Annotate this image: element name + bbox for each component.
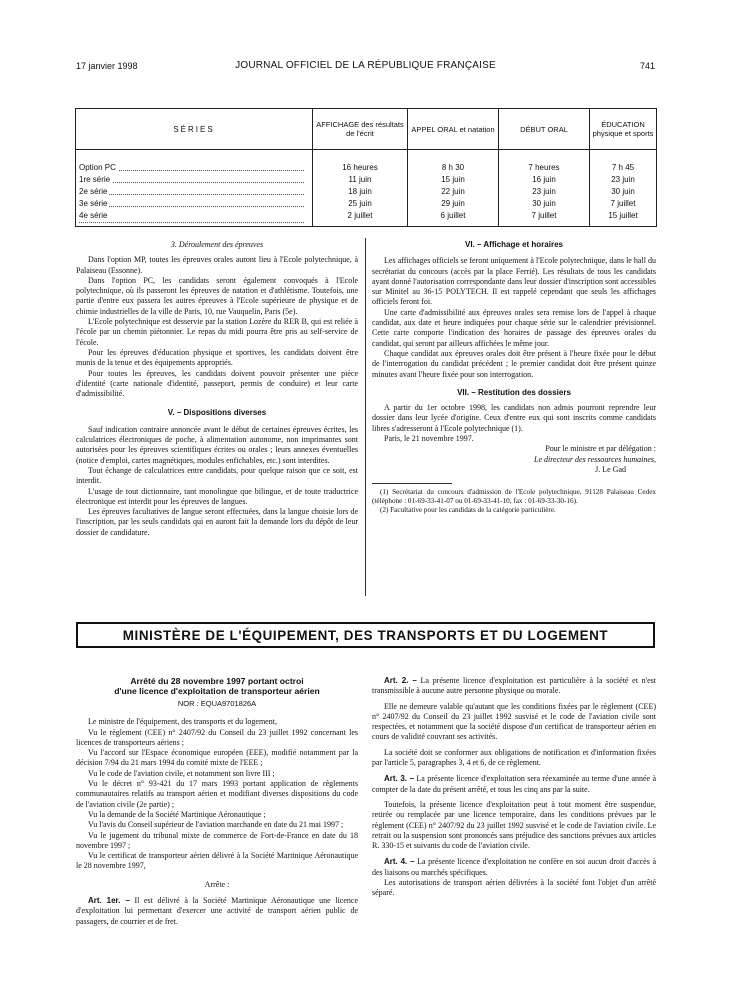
table-row: [76, 186, 657, 198]
paragraph: Pour toutes les épreuves, les candidats doivent pouvoir présenter une pièce d'identité (carte nationale d'identité, passeport, permis de conduire) et leur carte d'admissibilité.: [76, 368, 358, 399]
column-divider: [365, 238, 366, 596]
column-header: AFFICHAGE des résultats de l'écrit: [313, 109, 408, 150]
paragraph: Les affichages officiels se feront uniquement à l'Ecole polytechnique, dans le hall du secrétariat du concours (accès par la place Ferrié). Les résultats de tous les candidats ayant donné l'autorisation correspondante dans leur dossier d'inscription sont accessibles sur Minitel au 36-15 POLYTECH. Il est rappelé cependant que seuls les affichages officiels feront foi.: [372, 256, 656, 307]
article-paragraph: Art. 1er. – Il est délivré à la Société Martinique Aéronautique une licence d'exploitation lui permettant d'exercer une activité de transport aérien public de passagers, de courrier et de fret.: [76, 896, 359, 926]
paragraph: Dans l'option MP, toutes les épreuves orales auront lieu à l'Ecole polytechnique, à Palaiseau (Essonne).: [76, 255, 358, 275]
footnote: (2) Facultative pour les candidats de la catégorie particulière.: [380, 506, 556, 515]
arrete-label: Arrête :: [204, 879, 230, 889]
table-cell: 30 juin: [590, 186, 657, 198]
paragraph: Vu l'avis du Conseil supérieur de l'aviation marchande en date du 21 mai 1997 ;: [88, 820, 344, 830]
article-label: Art. 3. –: [384, 774, 415, 784]
article-label: Art. 2. –: [384, 676, 417, 685]
paragraph: L'usage de tout dictionnaire, tant monolingue que bilingue, et de toute traductrice électronique est interdit pour les épreuves de langues.: [76, 486, 358, 506]
article-label: Art. 4. –: [384, 857, 415, 867]
section-heading: 3. Déroulement des épreuves: [170, 240, 264, 249]
paragraph: Vu la demande de la Société Martinique Aéronautique ;: [88, 809, 266, 819]
table-header-row: [76, 109, 657, 150]
table-cell: 7 juillet: [590, 198, 657, 210]
right-column: [372, 240, 656, 515]
table-cell: 23 juin: [499, 186, 590, 198]
column-header: APPEL ORAL et natation: [408, 109, 499, 150]
column-header: DÉBUT ORAL: [499, 109, 590, 150]
section-heading: VII. – Restitution des dossiers: [457, 387, 571, 397]
paragraph: Sauf indication contraire annoncée avant le début de certaines épreuves écrites, les calculatrices électroniques de poche, à alimentation autonome, non imprimantes sont autorisées pour les épreuves scientifiques écrites ou orales ; leurs annexes éventuelles (notice d'emploi, cartes magnétiques, modules enfichables, etc.) sont interdites.: [76, 424, 358, 465]
paragraph: A partir du 1er octobre 1998, les candidats non admis pourront reprendre leur dossier dans leur lycée d'origine. Ceux d'entre eux qui sont inscrits comme candidats libres s'adresseront à l'Ecole polytechnique (1).: [372, 403, 656, 433]
signature-block: [372, 444, 656, 475]
table-cell: 29 juin: [408, 198, 499, 210]
table-cell: 8 h 30: [408, 150, 499, 175]
table-cell: 11 juin: [313, 174, 408, 186]
arrete-title: Arrêté du 28 novembre 1997 portant octroi d'une licence d'exploitation de transporteur aérien: [114, 676, 320, 696]
paragraph: Les autorisations de transport aérien délivrées à la société font l'objet d'un arrêté séparé.: [372, 878, 656, 898]
paragraph: Dans l'option PC, les candidats seront également convoqués à l'Ecole polytechnique, où ils passeront les épreuves de natation et d'athlétisme. Toutefois, une partie d'entre eux passera les autres épreuves à l'Ecole supérieure de physique et de chimie industrielles de la ville de Paris, 10, rue Vauquelin, Paris (5e).: [76, 275, 358, 316]
footnote-rule: [372, 483, 452, 484]
table-cell: 25 juin: [313, 198, 408, 210]
header-date: 17 janvier 1998: [76, 61, 138, 71]
footnote: (1) Secrétariat du concours d'admission de l'Ecole polytechnique, 91128 Palaiseau Cedex (téléphone : 01-69-33-41-07 ou 01-69-33-41-10, fax : 01-69-33-30-16).: [372, 488, 656, 506]
table-cell: 16 juin: [499, 174, 590, 186]
paragraph: Vu le jugement du tribunal mixte de commerce de Fort-de-France en date du 18 novembre 1997 ;: [76, 830, 358, 850]
paragraph: Elle ne demeure valable qu'autant que les conditions fixées par le règlement (CEE) n° 2407/92 du Conseil du 23 juillet 1992 susvisé et le code de l'aviation civile sont respectées, et notamment que la société dispose d'un certificat de transporteur aérien en cours de validité couvrant ses activités.: [372, 701, 656, 742]
paragraph: Toutefois, la présente licence d'exploitation peut à tout moment être suspendue, retirée ou remplacée par une licence temporaire, dans les conditions prévues par le règlement (CEE) n° 2407/92 du 23 juillet 1992 susvisé et le code de l'aviation civile. Le retrait ou la suspension sont prononcés sans préjudice des sanctions prévues aux articles R. 330-15 et suivants du code de l'aviation civile.: [372, 799, 656, 851]
header-page-number: 741: [639, 61, 655, 71]
table-cell: 7 heures: [499, 150, 590, 175]
paragraph: Chaque candidat aux épreuves orales doit être présent à l'heure fixée pour le début de l'interrogation du candidat précédent ; le premier candidat doit être présent quinze minutes avant l'heure fixée pour son interrogation.: [372, 348, 656, 379]
paragraph: La société doit se conformer aux obligations de notification et d'information fixées par l'article 5, paragraphes 3, 4 et 6, de ce règlement.: [372, 747, 656, 768]
arrete-column: [76, 676, 358, 927]
page-header: [76, 58, 655, 74]
paragraph: L'Ecole polytechnique est desservie par la station Lozère du RER B, qui est reliée à l'école par un chemin piétonnier. Le repas du midi pourra être pris au self-service de l'école.: [76, 317, 358, 347]
left-column: [76, 240, 358, 538]
signature-line: Le directeur des ressources humaines,: [534, 454, 656, 464]
table-cell: 18 juin: [313, 186, 408, 198]
row-label: Option PC: [76, 150, 313, 175]
article-paragraph: Art. 4. – La présente licence d'exploitation ne confère en soi aucun droit d'accès à des liaisons ou marchés spécifiques.: [372, 857, 656, 877]
table-row: [76, 210, 657, 227]
table-cell: 23 juin: [590, 174, 657, 186]
table-cell: 7 juillet: [499, 210, 590, 227]
footnotes: [372, 488, 656, 515]
series-schedule-table: [75, 108, 657, 227]
paragraph: Les épreuves facultatives de langue seront effectuées, dans la langue choisie lors de l'inscription, par les seuls candidats qui en auront fait la demande lors du dépôt de leur dossier de candidature.: [76, 507, 358, 537]
row-label: 3e série: [76, 198, 313, 210]
signature-line: Pour le ministre et par délégation :: [545, 444, 656, 454]
paragraph: Vu l'accord sur l'Espace économique européen (EEE), modifié notamment par la décision 7/94 du 21 mars 1994 du comité mixte de l'EEE ;: [76, 748, 358, 768]
table-row: [76, 174, 657, 186]
paragraph: Vu le certificat de transporteur aérien délivré à la Société Martinique Aéronautique le 28 novembre 1997,: [76, 851, 358, 871]
table-cell: 2 juillet: [313, 210, 408, 227]
row-label: 1re série: [76, 174, 313, 186]
table-row: [76, 150, 657, 175]
article-paragraph: Art. 3. – La présente licence d'exploitation sera réexaminée au terme d'une année à compter de la date du présent arrêté, et tous les cinq ans par la suite.: [372, 774, 657, 794]
articles-column: [372, 676, 656, 899]
ministry-banner: MINISTÈRE DE L'ÉQUIPEMENT, DES TRANSPORTS ET DU LOGEMENT: [76, 622, 655, 648]
column-header: SÉRIES: [76, 109, 313, 150]
row-label: 2e série: [76, 186, 313, 198]
table-cell: 22 juin: [408, 186, 499, 198]
table-cell: 16 heures: [313, 150, 408, 175]
paragraph: Vu le décret n° 93-421 du 17 mars 1993 portant application de règlements communautaires relatifs au transport aérien et modifiant diverses dispositions du code de l'aviation civile (2e partie) ;: [76, 779, 358, 809]
nor-reference: NOR : EQUA9701826A: [177, 699, 257, 708]
paragraph: Tout échange de calculatrices entre candidats, pour quelque raison que ce soit, est interdit.: [76, 465, 358, 486]
paragraph: Une carte d'admissibilité aux épreuves orales sera remise lors de l'appel à chaque candidat, aux date et heure indiquées pour chaque série sur le calendrier prévisionnel. Cette carte comporte l'indication des horaires de passage des épreuves orales du candidat, qui seront par ailleurs affichées le même jour.: [372, 307, 656, 348]
table-cell: 30 juin: [499, 198, 590, 210]
row-label: 4e série: [76, 210, 313, 227]
paragraph: Pour les épreuves d'éducation physique et sportives, les candidats doivent être munis de la tenue et des équipements appropriés.: [76, 347, 358, 368]
table-cell: 15 juillet: [590, 210, 657, 227]
paragraph: Vu le règlement (CEE) n° 2407/92 du Conseil du 23 juillet 1992 concernant les licences de transporteurs aériens ;: [76, 727, 358, 747]
section-heading: V. – Dispositions diverses: [167, 408, 267, 418]
table-row: [76, 198, 657, 210]
table-cell: 7 h 45: [590, 150, 657, 175]
article-paragraph: Art. 2. – La présente licence d'exploitation est particulière à la société et n'est transmissible à aucune autre personne physique ou morale.: [372, 676, 657, 696]
article-label: Art. 1er. –: [88, 896, 130, 906]
paragraph: Le ministre de l'équipement, des transports et du logement,: [88, 717, 277, 727]
paragraph: Paris, le 21 novembre 1997.: [384, 434, 474, 444]
header-journal-title: JOURNAL OFFICIEL DE LA RÉPUBLIQUE FRANÇAISE: [235, 60, 496, 71]
column-header: ÉDUCATION physique et sports: [590, 109, 657, 150]
section-heading: VI. – Affichage et horaires: [465, 240, 563, 249]
paragraph: Vu le code de l'aviation civile, et notamment son livre III ;: [88, 768, 275, 778]
signature-name: J. Le Gad: [595, 464, 626, 474]
table-cell: 6 juillet: [408, 210, 499, 227]
table-cell: 15 juin: [408, 174, 499, 186]
